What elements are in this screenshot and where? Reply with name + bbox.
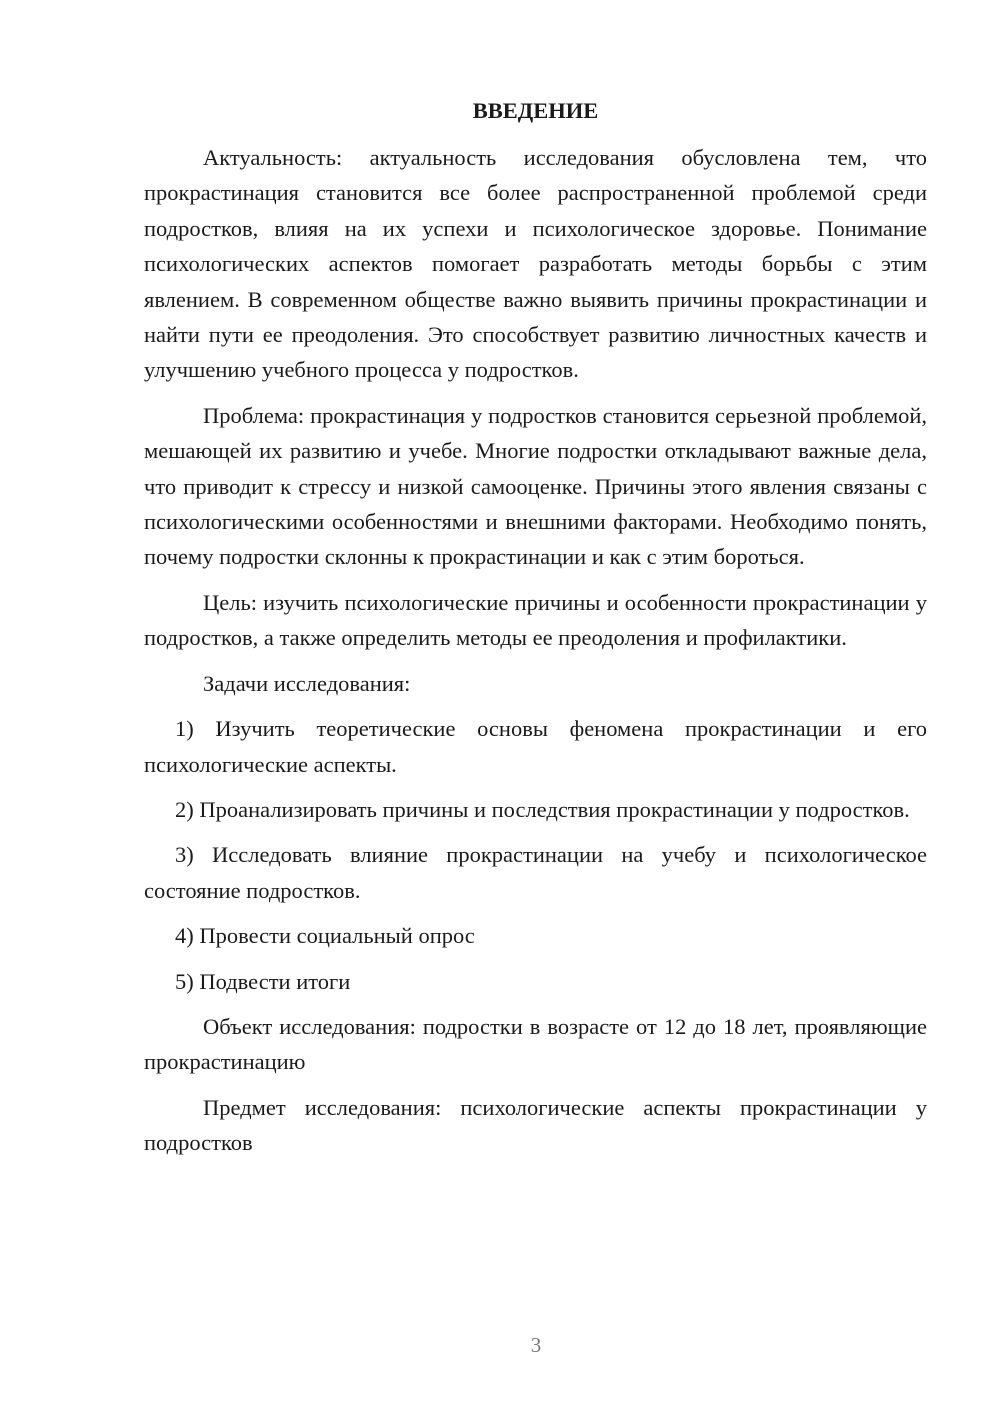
task-item-2: 2) Проанализировать причины и последствия прокрастинации у подростков. bbox=[175, 796, 910, 822]
section-title: ВВЕДЕНИЕ bbox=[472, 98, 599, 123]
paragraph-goal: Цель: изучить психологические причины и особенности прокрастинации у подростков, а также определить методы ее преодоления и профилактики. bbox=[144, 589, 927, 651]
task-item-1: 1) Изучить теоретические основы феномена прокрастинации и его психологические аспекты. bbox=[144, 716, 927, 777]
task-item-4: 4) Провести социальный опрос bbox=[175, 923, 475, 949]
paragraph-relevance: Актуальность: актуальность исследования обусловлена тем, что прокрастинация становится все более распространенной проблемой среди подростков, влияя на их успехи и психологическое здоровье. Понимание психологических аспектов помогает разработать методы борьбы с этим явлением. В современном обществе важно выявить причины прокрастинации и найти пути ее преодоления. Это способствует развитию личностных качеств и улучшению учебного процесса у подростков. bbox=[144, 145, 927, 383]
task-item-3: 3) Исследовать влияние прокрастинации на учебу и психологическое состояние подростков. bbox=[144, 842, 927, 903]
paragraph-problem: Проблема: прокрастинация у подростков становится серьезной проблемой, мешающей их развитию и учебе. Многие подростки откладывают важные дела, что приводит к стрессу и низкой самооценке. Причины этого явления связаны с психологическими особенностями и внешними факторами. Необходимо понять, почему подростки склонны к прокрастинации и как с этим бороться. bbox=[144, 402, 927, 570]
paragraph-tasks-heading: Задачи исследования: bbox=[203, 670, 411, 696]
task-item-5: 5) Подвести итоги bbox=[175, 968, 351, 994]
paragraph-research-subject: Предмет исследования: психологические аспекты прокрастинации у подростков bbox=[144, 1094, 927, 1156]
page-number: 3 bbox=[530, 1333, 542, 1357]
page-content bbox=[144, 93, 927, 1171]
paragraph-research-object: Объект исследования: подростки в возрасте от 12 до 18 лет, проявляющие прокрастинацию bbox=[144, 1013, 927, 1075]
